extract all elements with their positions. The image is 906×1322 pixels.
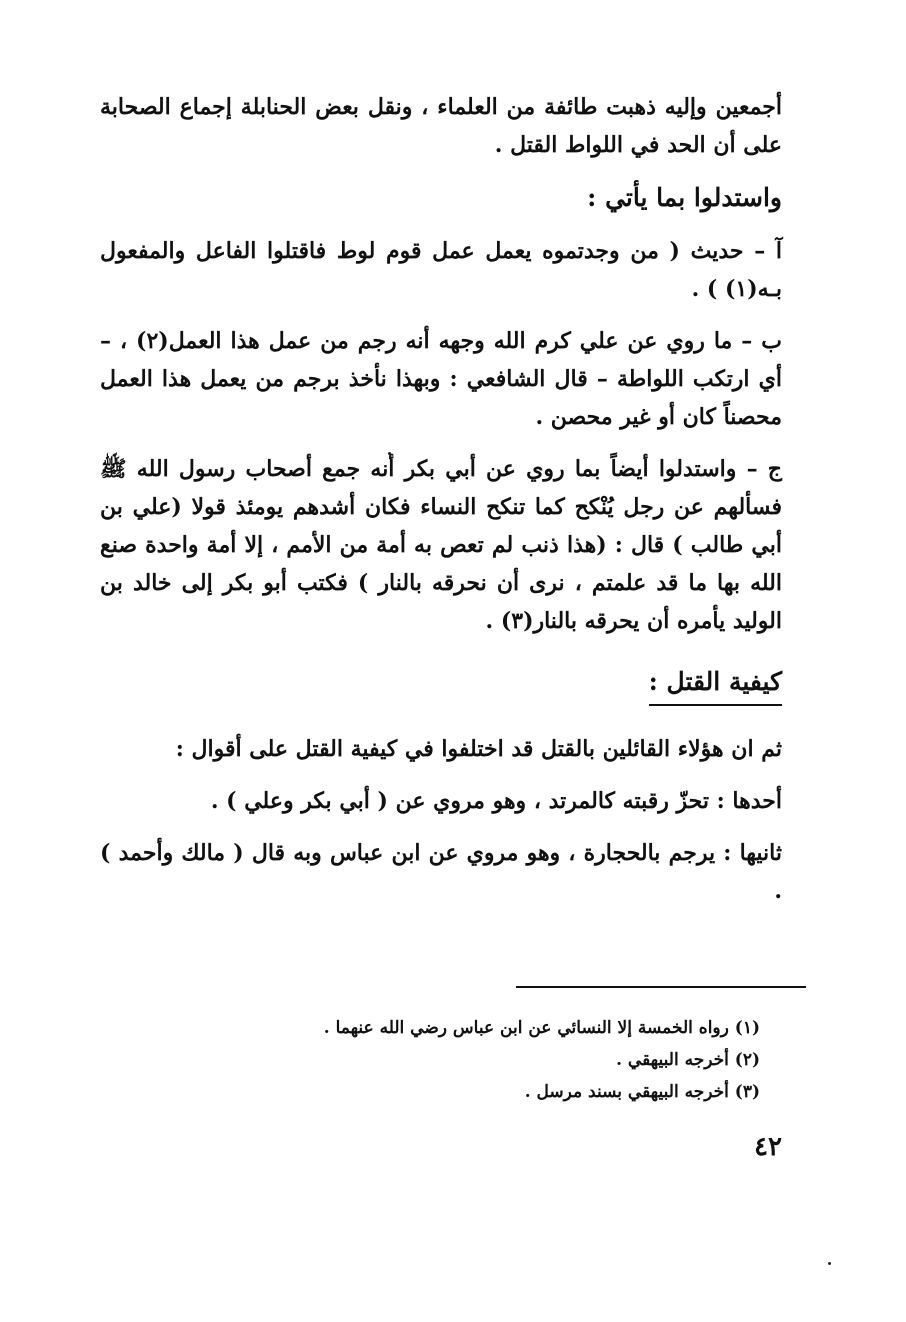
paragraph-ali-b: ب – ما روي عن علي كرم الله وجهه أنه رجم من عمل هذا العمل(٢) ، – أي ارتكب اللواطة – قال الشافعي : وبهذا نأخذ برجم من يعمل هذا العمل محصناً كان أو غير محصن . — [100, 328, 782, 430]
footnote-3: (٣) أخرجه البيهقي بسند مرسل . — [524, 1082, 760, 1102]
paragraph-opinion-one: أحدها : تحزّ رقبته كالمرتد ، وهو مروي عن ( أبي بكر وعلي ) . — [210, 788, 782, 814]
heading-wrap — [100, 654, 782, 720]
footnote-2: (٢) أخرجه البيهقي . — [616, 1050, 760, 1070]
print-speck — [828, 1262, 831, 1265]
heading-method-of-killing: كيفية القتل : — [649, 662, 782, 706]
paragraph-abubakr-c: ج – واستدلوا أيضاً بما روي عن أبي بكر أنه جمع أصحاب رسول الله ﷺ فسألهم عن رجل يُنْكح كما تنكح النساء فكان أشدهم يومئذ قولا (علي بن أبي طالب ) قال : (هذا ذنب لم تعص به أمة من الأمم ، إلا أمة واحدة صنع الله بها ما قد علمتم ، نرى أن نحرقه بالنار ) فكتب أبو بكر إلى خالد بن الوليد يأمره أن يحرقه بالنار(٣) . — [100, 456, 782, 634]
paragraph-ijma: أجمعين وإليه ذهبت طائفة من العلماء ، ونقل بعض الحنابلة إجماع الصحابة على أن الحد في اللواط القتل . — [100, 94, 782, 158]
paragraph-opinion-two: ثانيها : يرجم بالحجارة ، وهو مروي عن ابن عباس وبه قال ( مالك وأحمد ) . — [100, 840, 782, 904]
paragraph-opinions-intro: ثم ان هؤلاء القائلين بالقتل قد اختلفوا في كيفية القتل على أقوال : — [175, 736, 782, 762]
heading-evidence: واستدلوا بما يأتي : — [587, 183, 782, 212]
print-speck — [388, 452, 391, 455]
page-number: ٤٢ — [754, 1132, 782, 1162]
paragraph-hadith-a: آ – حديث ( من وجدتموه يعمل عمل قوم لوط فاقتلوا الفاعل والمفعول بـه(١) ) . — [100, 238, 782, 302]
footnotes — [290, 1012, 760, 1108]
page-body — [100, 88, 782, 924]
footnote-1: (١) رواه الخمسة إلا النسائي عن ابن عباس رضي الله عنهما . — [323, 1018, 760, 1038]
footnote-divider — [516, 986, 806, 988]
